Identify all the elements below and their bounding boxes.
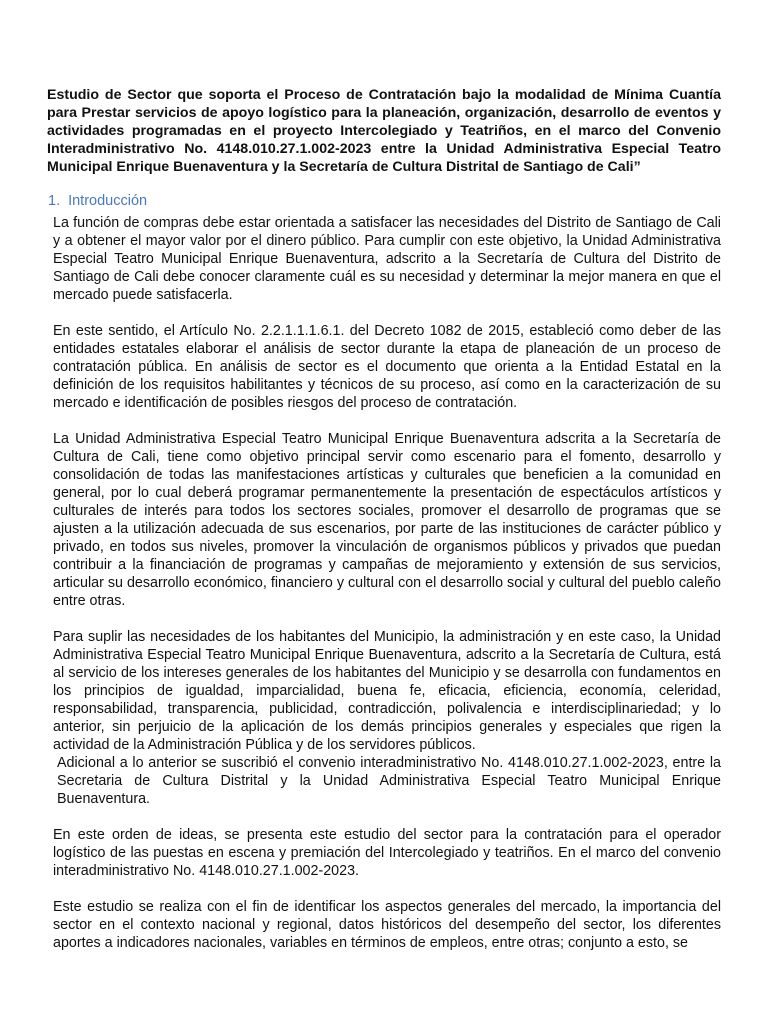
section-title: Introducción <box>68 193 148 209</box>
document-title: Estudio de Sector que soporta el Proceso de Contratación bajo la modalidad de Mínima Cuantía para Prestar servicios de apoyo logístico para la planeación, organización, desarrollo de eventos y actividades programadas en el proyecto Intercolegiado y Teatriños, en el marco del Convenio Interadministrativo No. 4148.010.27.1.002-2023 entre la Unidad Administrativa Especial Teatro Municipal Enrique Buenaventura y la Secretaría de Cultura Distrital de Santiago de Cali” <box>47 87 721 175</box>
paragraph-3: La Unidad Administrativa Especial Teatro Municipal Enrique Buenaventura adscrita a la Secretaría de Cultura de Cali, tiene como objetivo principal servir como escenario para el fomento, desarrollo y consolidación de todas las manifestaciones artísticas y culturales que beneficien a la comunidad en general, por lo cual deberá programar permanentemente la presentación de espectáculos artísticos y culturales de interés para todos los sectores sociales, promover el desarrollo de programas que se ajusten a la utilización adecuada de sus escenarios, por parte de las instituciones de carácter público y privado, en todos sus niveles, promover la vinculación de organismos públicos y privados que puedan contribuir a la financiación de programas y campañas de mejoramiento y extensión de sus servicios, articular su desarrollo económico, financiero y cultural con el desarrollo social y cultural del pueblo caleño entre otras. <box>53 431 721 609</box>
paragraph-6: En este orden de ideas, se presenta este estudio del sector para la contratación para el operador logístico de las puestas en escena y premiación del Intercolegiado y teatriños. En el marco del convenio interadministrativo No. 4148.010.27.1.002-2023. <box>53 827 721 879</box>
paragraph-7: Este estudio se realiza con el fin de identificar los aspectos generales del mercado, la importancia del sector en el contexto nacional y regional, datos históricos del desempeño del sector, los diferentes aportes a indicadores nacionales, variables en términos de empleos, entre otras; conjunto a esto, se <box>53 899 721 951</box>
section-heading-introduccion <box>48 192 721 210</box>
section-number: 1. <box>48 193 61 209</box>
paragraph-4: Para suplir las necesidades de los habitantes del Municipio, la administración y en este caso, la Unidad Administrativa Especial Teatro Municipal Enrique Buenaventura, adscrito a la Secretaría de Cultura, está al servicio de los intereses generales de los habitantes del Municipio y se desarrolla con fundamentos en los principios de igualdad, imparcialidad, buena fe, eficacia, eficiencia, economía, celeridad, responsabilidad, transparencia, publicidad, contradicción, polivalencia e interdisciplinariedad; y lo anterior, sin perjuicio de la aplicación de los demás principios generales y especiales que rigen la actividad de la Administración Pública y de los servidores públicos. <box>53 629 721 753</box>
paragraph-1: La función de compras debe estar orientada a satisfacer las necesidades del Distrito de Santiago de Cali y a obtener el mayor valor por el dinero público. Para cumplir con este objetivo, la Unidad Administrativa Especial Teatro Municipal Enrique Buenaventura, adscrito a la Secretaría de Cultura del Distrito de Santiago de Cali debe conocer claramente cuál es su necesidad y determinar la mejor manera en que el mercado puede satisfacerla. <box>53 215 721 303</box>
paragraph-5: Adicional a lo anterior se suscribió el convenio interadministrativo No. 4148.010.27.1.002-2023, entre la Secretaria de Cultura Distrital y la Unidad Administrativa Especial Teatro Municipal Enrique Buenaventura. <box>57 755 721 807</box>
paragraph-2: En este sentido, el Artículo No. 2.2.1.1.1.6.1. del Decreto 1082 de 2015, estableció como deber de las entidades estatales elaborar el análisis de sector durante la etapa de planeación de un proceso de contratación pública. En análisis de sector es el documento que orienta a la Entidad Estatal en la definición de los requisitos habilitantes y técnicos de su proceso, así como en la caracterización de su mercado e identificación de posibles riesgos del proceso de contratación. <box>53 323 721 411</box>
